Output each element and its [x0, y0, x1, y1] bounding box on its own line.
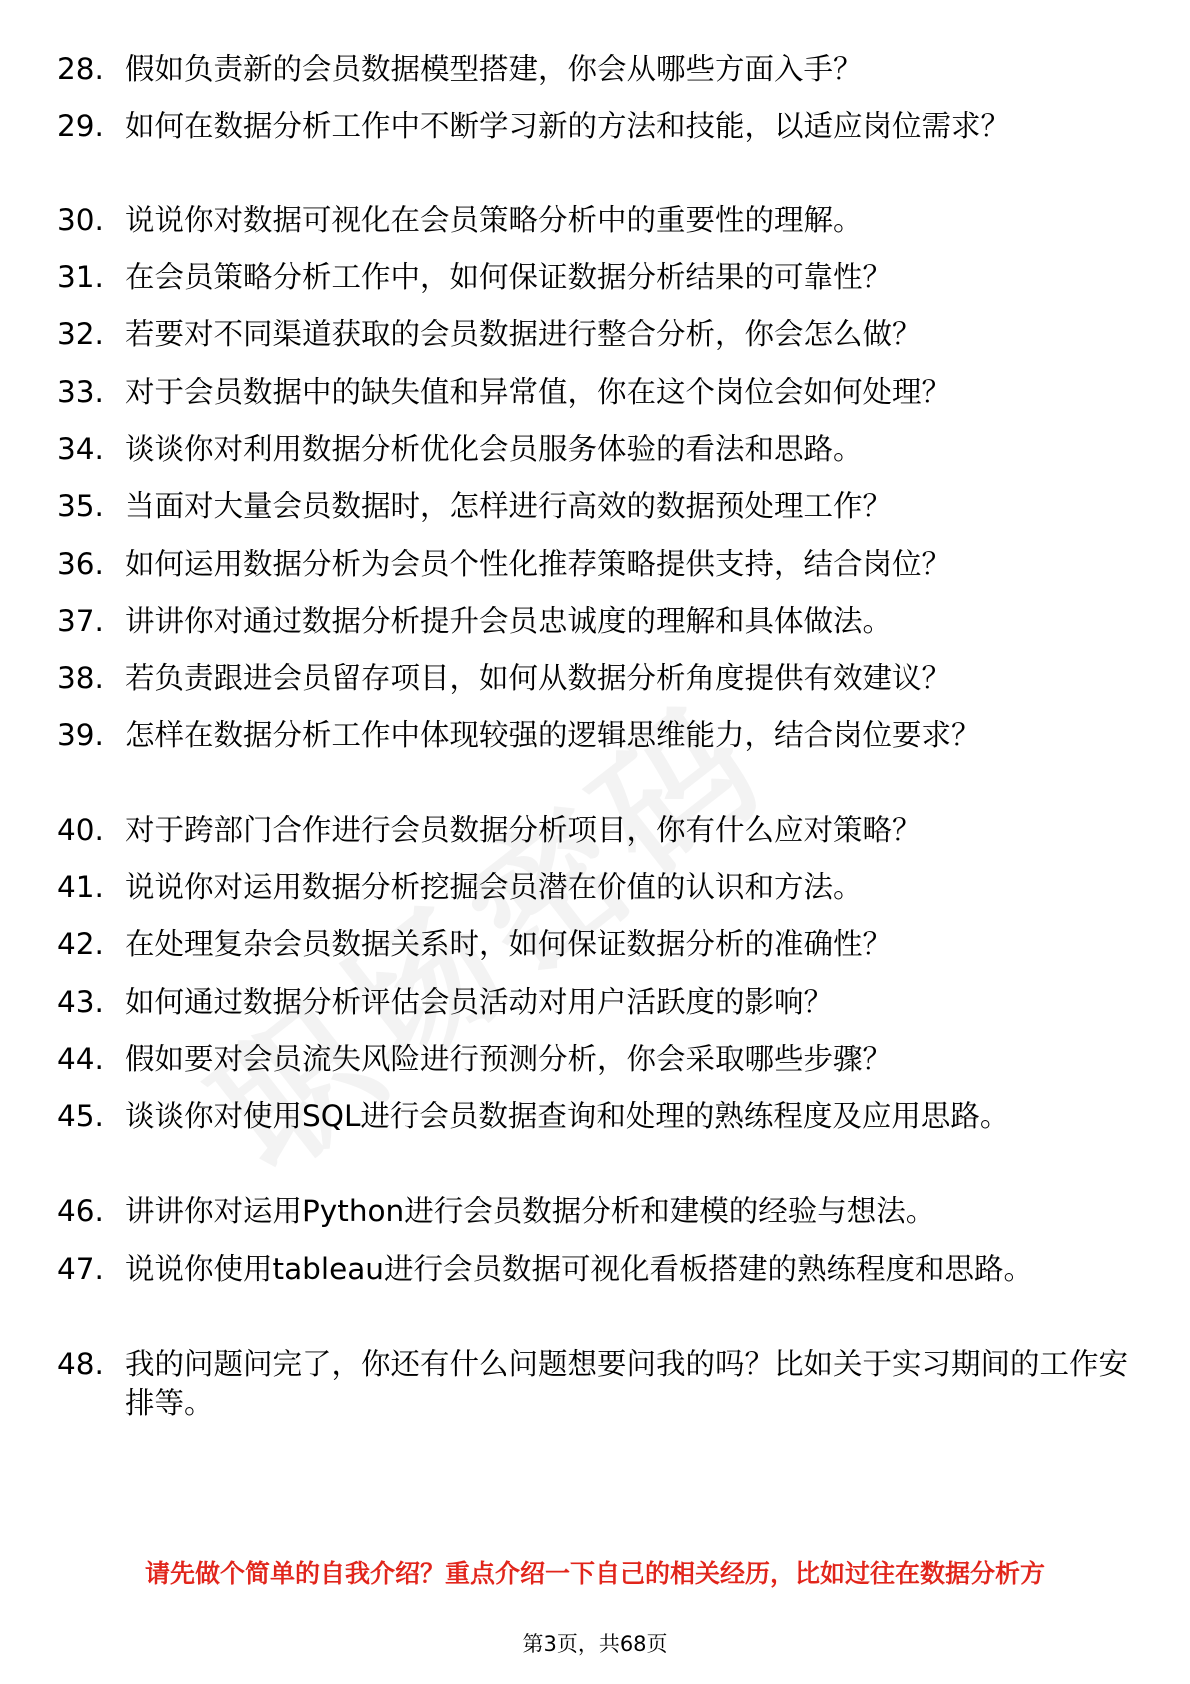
question-item: [57, 1040, 1147, 1079]
question-text: 如何通过数据分析评估会员活动对用户活跃度的影响？: [125, 985, 834, 1019]
question-text: 如何运用数据分析为会员个性化推荐策略提供支持，结合岗位？: [125, 547, 952, 581]
question-text: 我的问题问完了，你还有什么问题想要问我的吗？比如关于实习期间的工作安排等。: [125, 1347, 1129, 1420]
question-number: 29.: [57, 109, 104, 143]
question-number: 43.: [57, 985, 104, 1019]
question-text: 若负责跟进会员留存项目，如何从数据分析角度提供有效建议？: [125, 661, 952, 695]
highlighted-question: 请先做个简单的自我介绍？重点介绍一下自己的相关经历，比如过往在数据分析方: [144, 1559, 1045, 1588]
question-text: 讲讲你对运用Python进行会员数据分析和建模的经验与想法。: [125, 1194, 936, 1228]
question-number: 38.: [57, 661, 104, 695]
question-text: 假如要对会员流失风险进行预测分析，你会采取哪些步骤？: [125, 1042, 893, 1076]
question-item: [57, 602, 1147, 641]
question-item: [57, 659, 1147, 698]
question-number: 28.: [57, 52, 104, 86]
question-number: 44.: [57, 1042, 104, 1076]
question-number: 48.: [57, 1347, 104, 1381]
page-number: 第3页，共68页: [522, 1632, 668, 1656]
question-number: 34.: [57, 432, 104, 466]
question-item: [57, 811, 1147, 850]
question-text: 怎样在数据分析工作中体现较强的逻辑思维能力，结合岗位要求？: [125, 718, 981, 752]
question-item: [57, 107, 1147, 146]
question-item: [57, 315, 1147, 354]
question-number: 42.: [57, 927, 104, 961]
question-item: [57, 983, 1147, 1022]
question-text: 说说你对数据可视化在会员策略分析中的重要性的理解。: [125, 203, 863, 237]
question-text: 当面对大量会员数据时，怎样进行高效的数据预处理工作？: [125, 489, 893, 523]
question-number: 30.: [57, 203, 104, 237]
question-number: 33.: [57, 375, 104, 409]
question-item: [57, 430, 1147, 469]
question-item: [57, 50, 1147, 89]
question-text: 若要对不同渠道获取的会员数据进行整合分析，你会怎么做？: [125, 317, 922, 351]
question-item: [57, 1250, 1147, 1289]
question-number: 47.: [57, 1252, 104, 1286]
question-number: 37.: [57, 604, 104, 638]
question-number: 41.: [57, 870, 104, 904]
question-text: 对于会员数据中的缺失值和异常值，你在这个岗位会如何处理？: [125, 375, 952, 409]
question-item: [57, 925, 1147, 964]
question-number: 35.: [57, 489, 104, 523]
question-number: 36.: [57, 547, 104, 581]
question-text: 在处理复杂会员数据关系时，如何保证数据分析的准确性？: [125, 927, 893, 961]
question-item: [57, 1192, 1147, 1231]
question-item: [57, 1345, 1147, 1423]
question-text: 讲讲你对通过数据分析提升会员忠诚度的理解和具体做法。: [125, 604, 893, 638]
question-item: [57, 201, 1147, 240]
question-item: [57, 868, 1147, 907]
question-item: [57, 1097, 1147, 1136]
question-item: [57, 373, 1147, 412]
question-text: 假如负责新的会员数据模型搭建，你会从哪些方面入手？: [125, 52, 863, 86]
question-number: 32.: [57, 317, 104, 351]
question-text: 谈谈你对利用数据分析优化会员服务体验的看法和思路。: [125, 432, 863, 466]
question-text: 说说你使用tableau进行会员数据可视化看板搭建的熟练程度和思路。: [125, 1252, 1033, 1286]
question-number: 45.: [57, 1099, 104, 1133]
question-text: 谈谈你对使用SQL进行会员数据查询和处理的熟练程度及应用思路。: [125, 1099, 1010, 1133]
question-number: 39.: [57, 718, 104, 752]
question-item: [57, 545, 1147, 584]
question-number: 31.: [57, 260, 104, 294]
question-text: 对于跨部门合作进行会员数据分析项目，你有什么应对策略？: [125, 813, 922, 847]
question-item: [57, 258, 1147, 297]
question-text: 说说你对运用数据分析挖掘会员潜在价值的认识和方法。: [125, 870, 863, 904]
question-text: 在会员策略分析工作中，如何保证数据分析结果的可靠性？: [125, 260, 893, 294]
question-item: [57, 716, 1147, 755]
question-number: 40.: [57, 813, 104, 847]
question-text: 如何在数据分析工作中不断学习新的方法和技能，以适应岗位需求？: [125, 109, 1011, 143]
question-number: 46.: [57, 1194, 104, 1228]
question-item: [57, 487, 1147, 526]
